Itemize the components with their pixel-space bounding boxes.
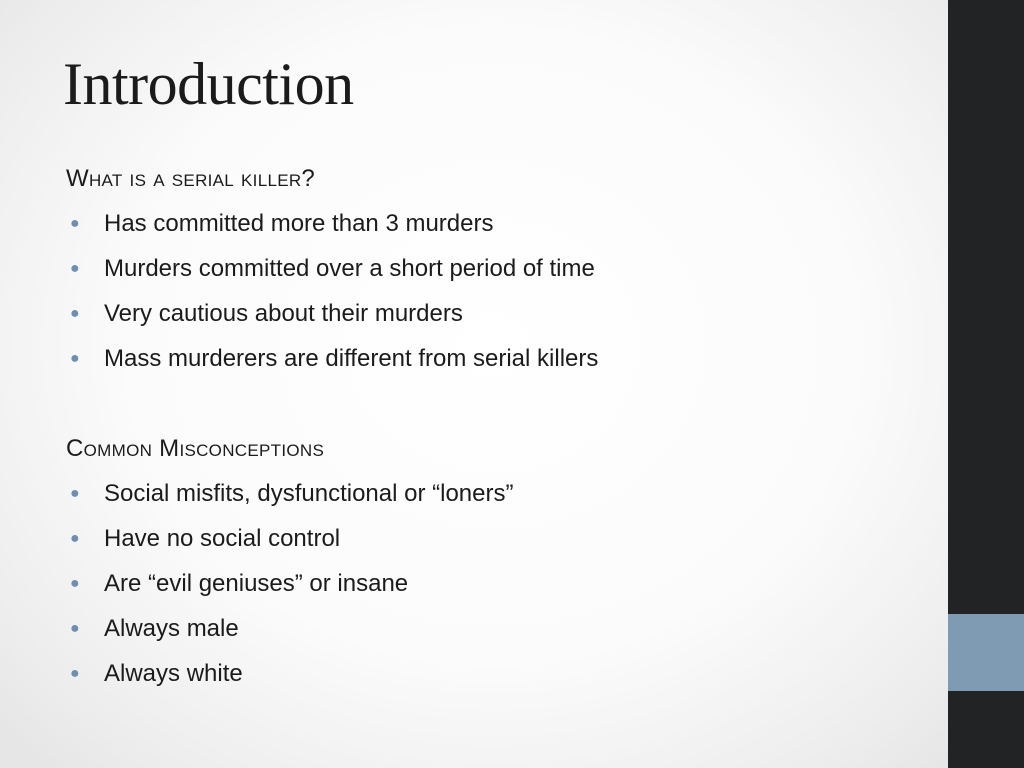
list-item [66, 651, 926, 696]
bullet-dot-icon: ● [70, 485, 80, 502]
slide-body [66, 156, 926, 696]
bullet-dot-icon: ● [70, 350, 80, 367]
list-item-text: Have no social control [104, 525, 341, 552]
bullet-dot-icon: ● [70, 530, 80, 547]
section-spacer [66, 381, 926, 426]
list-item [66, 606, 926, 651]
bullet-dot-icon: ● [70, 665, 80, 682]
list-item-text: Mass murderers are different from serial killers [104, 345, 599, 372]
list-item-text: Social misfits, dysfunctional or “loners” [104, 480, 514, 507]
list-item-text: Always male [104, 615, 239, 642]
slide-title: Introduction [63, 51, 354, 117]
list-item [66, 561, 926, 606]
list-item [66, 246, 926, 291]
list-item [66, 336, 926, 381]
bullet-dot-icon: ● [70, 305, 80, 322]
bullet-list-serial-killer [66, 201, 926, 381]
list-item-text: Always white [104, 660, 243, 687]
list-item-text: Are “evil geniuses” or insane [104, 570, 409, 597]
list-item-text: Very cautious about their murders [104, 300, 463, 327]
list-item [66, 201, 926, 246]
section-heading-serial-killer: What is a serial killer? [66, 165, 316, 192]
bullet-dot-icon: ● [70, 620, 80, 637]
list-item-text: Has committed more than 3 murders [104, 210, 494, 237]
bullet-dot-icon: ● [70, 575, 80, 592]
list-item [66, 291, 926, 336]
sidebar-accent-block [948, 614, 1024, 691]
section-heading-misconceptions: Common Misconceptions [66, 435, 325, 462]
list-item [66, 516, 926, 561]
bullet-dot-icon: ● [70, 215, 80, 232]
bullet-dot-icon: ● [70, 260, 80, 277]
bullet-list-misconceptions [66, 471, 926, 696]
list-item [66, 471, 926, 516]
list-item-text: Murders committed over a short period of time [104, 255, 595, 282]
